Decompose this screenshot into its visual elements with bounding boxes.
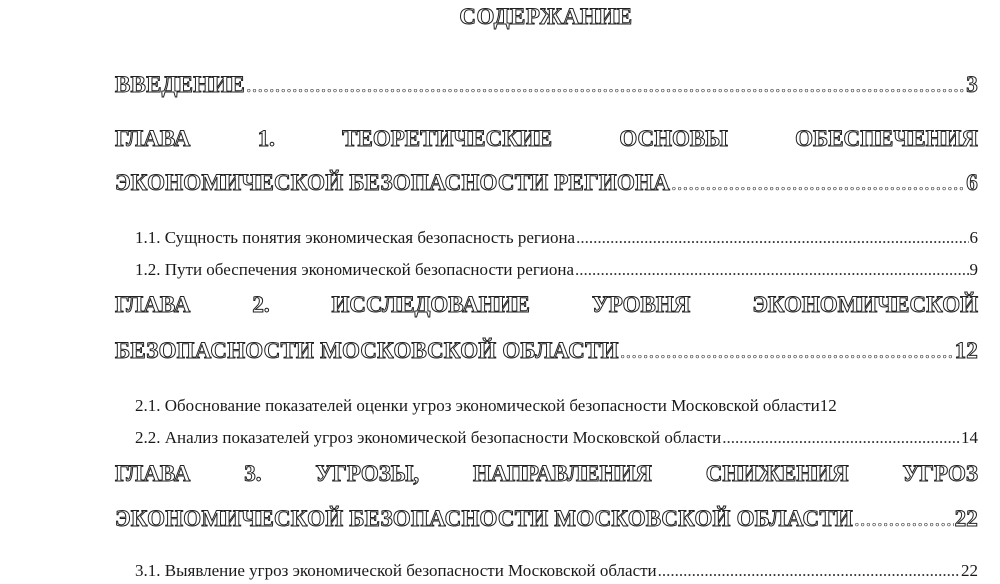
toc-entry-page: 6	[969, 228, 978, 247]
toc-entry-page: 22	[961, 561, 978, 580]
toc-entry-label: ВВЕДЕНИЕ	[115, 72, 245, 97]
toc-entry-label: 2.1. Обоснование показателей оценки угроз экономической безопасности Московской области	[135, 396, 820, 415]
toc-section-3-1[interactable]	[135, 561, 978, 581]
toc-title	[0, 4, 1000, 30]
toc-entry-page: 6	[966, 170, 978, 195]
chapter-1-word: ОСНОВЫ	[619, 126, 728, 151]
toc-entry-page: 14	[961, 428, 978, 447]
chapter-3-word: СНИЖЕНИЯ	[705, 461, 849, 486]
toc-entry-label: БЕЗОПАСНОСТИ МОСКОВСКОЙ ОБЛАСТИ	[115, 338, 619, 363]
toc-entry-page: 22	[954, 506, 978, 531]
chapter-3-word: НАПРАВЛЕНИЯ	[473, 461, 652, 486]
chapter-3-heading-line2[interactable]	[115, 506, 978, 532]
chapter-3-word: УГРОЗЫ,	[315, 461, 420, 486]
leader-dots	[620, 338, 954, 364]
toc-entry-label: 2.2. Анализ показателей угроз экономической безопасности Московской области	[135, 428, 722, 447]
chapter-2-heading-line2[interactable]	[115, 338, 978, 364]
chapter-2-word: УРОВНЯ	[591, 292, 691, 317]
toc-entry-page: 12	[819, 396, 837, 415]
toc-entry-page: 9	[969, 260, 978, 279]
chapter-2-word: ГЛАВА	[115, 292, 191, 317]
leader-dots	[575, 260, 968, 280]
chapter-2-word: 2.	[252, 292, 270, 317]
leader-dots	[246, 72, 965, 98]
chapter-1-heading-line2[interactable]	[115, 170, 978, 196]
toc-title-text: СОДЕРЖАНИЕ	[459, 4, 633, 29]
toc-entry-label: 3.1. Выявление угроз экономической безопасности Московской области	[135, 561, 657, 580]
toc-entry-page: 3	[966, 72, 978, 97]
leader-dots	[854, 506, 954, 532]
leader-dots	[576, 228, 968, 248]
chapter-1-word: 1.	[257, 126, 275, 151]
chapter-1-word: ОБЕСПЕЧЕНИЯ	[795, 126, 978, 151]
toc-section-1-1[interactable]	[135, 228, 978, 248]
chapter-2-word: ИССЛЕДОВАНИЕ	[331, 292, 530, 317]
chapter-3-heading-line1[interactable]	[115, 461, 978, 487]
chapter-3-word: УГРОЗ	[902, 461, 978, 486]
chapter-1-word: ГЛАВА	[115, 126, 191, 151]
toc-entry-label: ЭКОНОМИЧЕСКОЙ БЕЗОПАСНОСТИ МОСКОВСКОЙ ОБЛАСТИ	[115, 506, 853, 531]
chapter-1-heading-line1[interactable]	[115, 126, 978, 152]
toc-entry-label: 1.2. Пути обеспечения экономической безопасности региона	[135, 260, 575, 279]
chapter-1-word: ТЕОРЕТИЧЕСКИЕ	[342, 126, 553, 151]
chapter-2-word: ЭКОНОМИЧЕСКОЙ	[752, 292, 978, 317]
toc-entry-label: 1.1. Сущность понятия экономическая безопасность региона	[135, 228, 576, 247]
chapter-3-word: 3.	[244, 461, 262, 486]
toc-section-2-2[interactable]	[135, 428, 978, 448]
toc-entry-label: ЭКОНОМИЧЕСКОЙ БЕЗОПАСНОСТИ РЕГИОНА	[115, 170, 671, 195]
leader-dots	[658, 561, 960, 581]
chapter-3-word: ГЛАВА	[115, 461, 191, 486]
toc-section-1-2[interactable]	[135, 260, 978, 280]
leader-dots	[722, 428, 960, 448]
toc-entry-page: 12	[954, 338, 978, 363]
toc-entry-intro[interactable]	[115, 72, 978, 98]
chapter-2-heading-line1[interactable]	[115, 292, 978, 318]
toc-section-2-1[interactable]	[135, 396, 978, 416]
leader-dots	[671, 170, 965, 196]
